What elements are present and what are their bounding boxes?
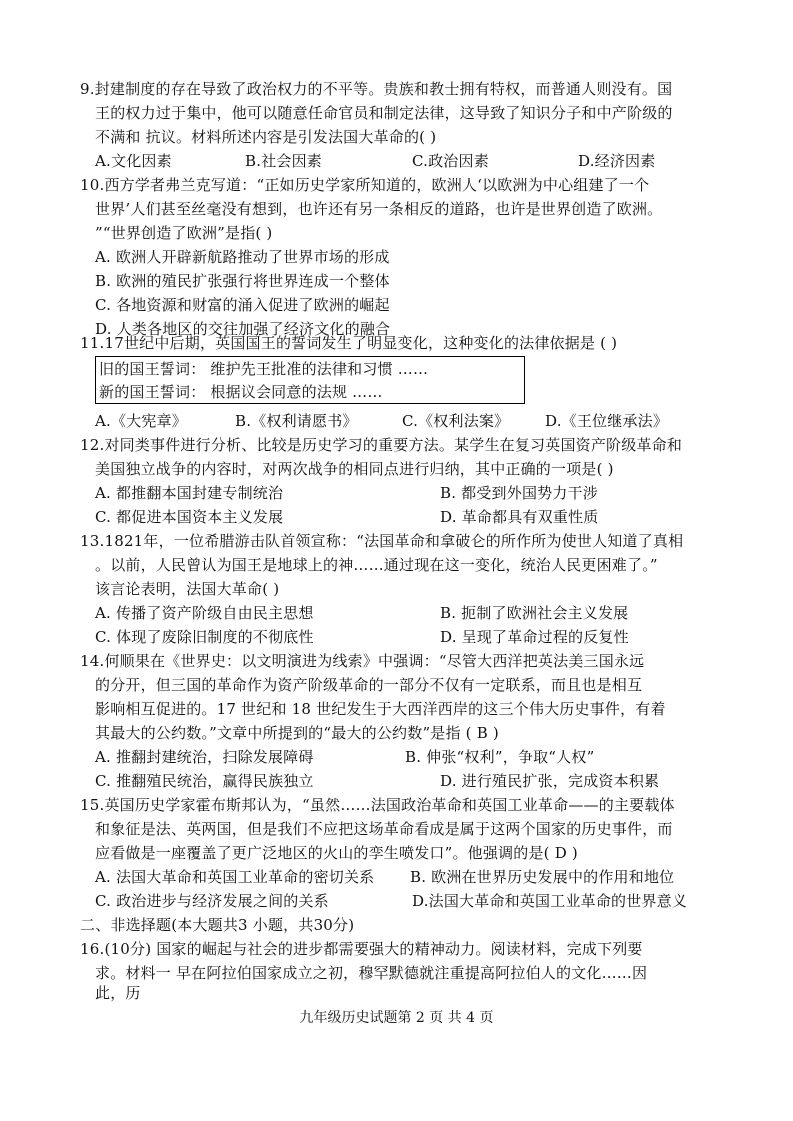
q12-option-d: D. 革命都具有双重性质 xyxy=(440,508,599,526)
q13-option-d: D. 呈现了革命过程的反复性 xyxy=(440,628,629,646)
q10-line2: 世界’人们甚至丝毫没有想到，也许还有另一条相反的道路，也许是世界创造了欧洲。 xyxy=(95,200,663,218)
q13-option-b: B. 扼制了欧洲社会主义发展 xyxy=(440,604,629,622)
page-footer: 九年级历史试题第 2 页 共 4 页 xyxy=(299,1010,494,1026)
q15-line2: 和象征是法、英两国，但是我们不应把这场革命看成是属于这两个国家的历史事件，而 xyxy=(95,820,673,838)
q13-line3: 该言论表明，法国大革命( ) xyxy=(95,580,280,598)
q14-line1: 14.何顺果在《世界史：以文明演进为线索》中强调：“尽管大西洋把英法美三国永远 xyxy=(80,652,645,670)
q9-line2: 王的权力过于集中，他可以随意任命官员和制定法律，这导致了知识分子和中产阶级的 xyxy=(95,104,673,122)
q10-option-a: A. 欧洲人开辟新航路推动了世界市场的形成 xyxy=(95,248,390,266)
q16-line3: 此，历 xyxy=(95,984,141,1002)
q13-line2: 。以前，人民曾认为国王是地球上的神……通过现在这一变化，统治人民更困难了。” xyxy=(95,556,658,574)
q14-option-d: D. 进行殖民扩张，完成资本积累 xyxy=(440,772,660,790)
q14-line2: 的分开，但三国的革命作为资产阶级革命的一部分不仅有一定联系，而且也是相互 xyxy=(95,676,643,694)
q13-line1: 13.1821年，一位希腊游击队首领宣称：“法国革命和拿破仑的所作所为使世人知道了真相 xyxy=(80,532,684,550)
q11-line1: 11.17世纪中后期，英国国王的誓词发生了明显变化，这种变化的法律依据是 ( ) xyxy=(80,334,618,352)
q15-option-d: D.法国大革命和英国工业革命的世界意义 xyxy=(412,892,688,910)
q14-option-b: B. 伸张“权利”，争取“人权” xyxy=(405,748,595,766)
q9-option-c: C.政治因素 xyxy=(412,152,489,170)
q9-option-a: A.文化因素 xyxy=(95,152,172,170)
q15-option-a: A. 法国大革命和英国工业革命的密切关系 xyxy=(95,868,375,886)
q11-option-b: B.《权利请愿书》 xyxy=(235,412,358,430)
q14-option-c: C. 推翻殖民统治，赢得民族独立 xyxy=(95,772,314,790)
q15-option-b: B. 欧洲在世界历史发展中的作用和地位 xyxy=(410,868,675,886)
q11-old-oath: 旧的国王誓词： 维护先王批准的法律和习惯 …… xyxy=(99,360,429,378)
q10-option-d: D. 人类各地区的交往加强了经济文化的融合 xyxy=(95,320,391,338)
q11-new-oath: 新的国王誓词： 根据议会同意的法规 …… xyxy=(99,383,383,401)
q11-option-a: A.《大宪章》 xyxy=(95,412,188,430)
q10-option-b: B. 欧洲的殖民扩张强行将世界连成一个整体 xyxy=(95,272,390,290)
q14-line4: 其最大的公约数。”文章中所提到的“最大的公约数”是指 ( B ) xyxy=(95,724,499,742)
q10-option-c: C. 各地资源和财富的涌入促进了欧洲的崛起 xyxy=(95,296,390,314)
q14-option-a: A. 推翻封建统治，扫除发展障碍 xyxy=(95,748,314,766)
q15-option-c: C. 政治进步与经济发展之间的关系 xyxy=(95,892,329,910)
q11-option-c: C.《权利法案》 xyxy=(402,412,510,430)
q11-option-d: D.《王位继承法》 xyxy=(545,412,669,430)
q13-option-a: A. 传播了资产阶级自由民主思想 xyxy=(95,604,314,622)
q15-line1: 15.英国历史学家霍布斯邦认为，“虽然……法国政治革命和英国工业革命——的主要载体 xyxy=(80,796,675,814)
q12-option-a: A. 都推翻本国封建专制统治 xyxy=(95,484,284,502)
q15-line3: 应看做是一座覆盖了更广泛地区的火山的孪生喷发口”。他强调的是( D ) xyxy=(95,844,578,862)
q12-line2: 美国独立战争的内容时，对两次战争的相同点进行归纳，其中正确的一项是( ) xyxy=(95,460,614,478)
q12-option-c: C. 都促进本国资本主义发展 xyxy=(95,508,284,526)
q10-line3: ”“世界创造了欧洲”是指( ) xyxy=(95,224,273,242)
q12-line1: 12.对同类事件进行分析、比较是历史学习的重要方法。某学生在复习英国资产阶级革命和 xyxy=(80,436,683,454)
q14-line3: 影响相互促进的。17 世纪和 18 世纪发生于大西洋西岸的这三个伟大历史事件，有着 xyxy=(95,700,666,718)
section-heading: 二、非选择题(本大题共3 小题，共30分) xyxy=(80,916,355,934)
q16-line1: 16.(10分) 国家的崛起与社会的进步都需要强大的精神动力。阅读材料，完成下列要 xyxy=(80,940,643,958)
q9-option-d: D.经济因素 xyxy=(578,152,656,170)
q12-option-b: B. 都受到外国势力干涉 xyxy=(440,484,598,502)
q13-option-c: C. 体现了废除旧制度的不彻底性 xyxy=(95,628,314,646)
q9-option-b: B.社会因素 xyxy=(245,152,322,170)
q9-line1: 9.封建制度的存在导致了政治权力的不平等。贵族和教士拥有特权，而普通人则没有。国 xyxy=(80,80,673,98)
q16-line2: 求。材料一 早在阿拉伯国家成立之初，穆罕默德就注重提高阿拉伯人的文化……因 xyxy=(95,964,648,982)
q10-line1: 10.西方学者弗兰克写道：“正如历史学家所知道的，欧洲人‘以欧洲为中心组建了一个 xyxy=(80,176,650,194)
q9-line3: 不满和 抗议。材料所述内容是引发法国大革命的( ) xyxy=(95,128,437,146)
